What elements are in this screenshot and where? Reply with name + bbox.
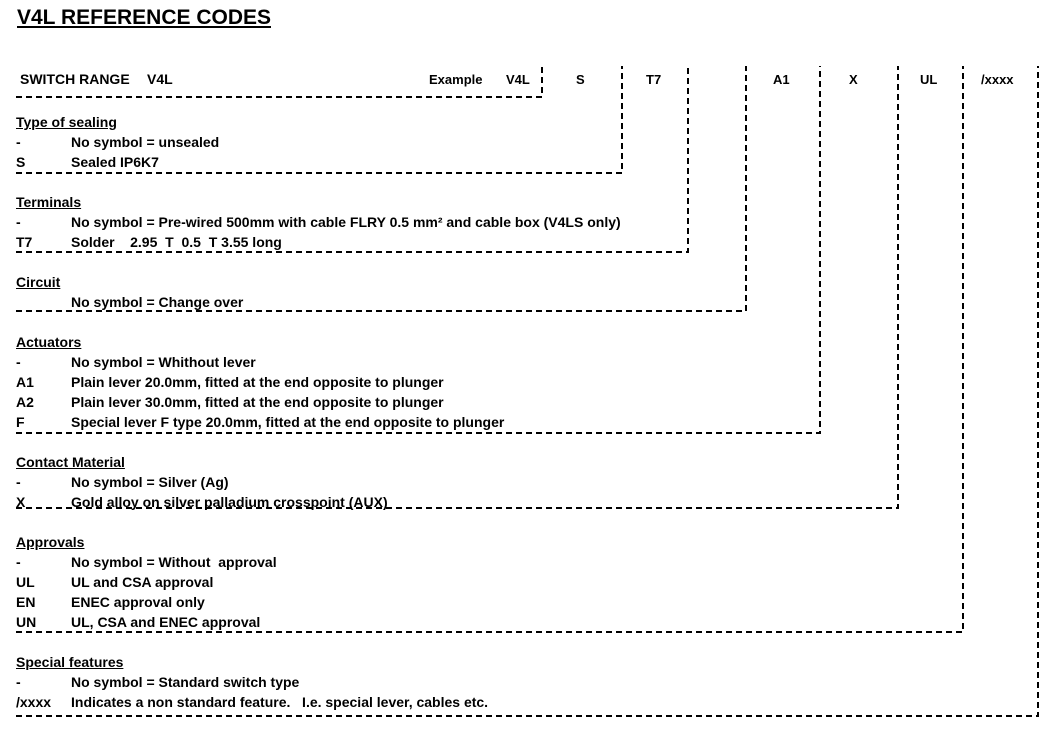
- code-terminals-none: -: [16, 214, 21, 230]
- example-code-special: /xxxx: [981, 72, 1014, 87]
- code-actuator-a1: A1: [16, 374, 34, 390]
- section-title-special: Special features: [16, 654, 124, 670]
- code-approval-en: EN: [16, 594, 36, 610]
- desc-special-xxxx: Indicates a non standard feature. I.e. special lever, cables etc.: [71, 694, 489, 710]
- desc-actuator-none: No symbol = Whithout lever: [71, 354, 256, 370]
- code-special-xxxx: /xxxx: [16, 694, 52, 710]
- connector-special: [16, 66, 1038, 716]
- code-terminals-t7: T7: [16, 234, 33, 250]
- code-approval-un: UN: [16, 614, 37, 630]
- desc-approval-un: UL, CSA and ENEC approval: [71, 614, 261, 630]
- page-title: V4L REFERENCE CODES: [17, 6, 271, 29]
- example-code-terminals: T7: [646, 72, 662, 87]
- code-contact-none: -: [16, 474, 21, 490]
- desc-approval-none: No symbol = Without approval: [71, 554, 277, 570]
- desc-circuit-none: No symbol = Change over: [71, 294, 244, 310]
- example-code-contact: X: [849, 72, 858, 87]
- example-code-actuator: A1: [773, 72, 790, 87]
- code-sealing-s: S: [16, 154, 26, 170]
- example-code-approval: UL: [920, 72, 938, 87]
- connector-range: [16, 66, 542, 97]
- section-title-terminals: Terminals: [16, 194, 82, 210]
- connector-contact: [16, 66, 898, 508]
- desc-approval-ul: UL and CSA approval: [71, 574, 214, 590]
- example-code-range: V4L: [506, 72, 530, 87]
- desc-special-none: No symbol = Standard switch type: [71, 674, 300, 690]
- connector-approvals: [16, 66, 963, 632]
- code-sealing-none: -: [16, 134, 21, 150]
- section-title-circuit: Circuit: [16, 274, 61, 290]
- desc-contact-x: Gold alloy on silver palladium crosspoint (AUX): [71, 494, 388, 510]
- section-title-contact: Contact Material: [16, 454, 125, 470]
- desc-terminals-none: No symbol = Pre-wired 500mm with cable FLRY 0.5 mm² and cable box (V4LS only): [71, 214, 621, 230]
- desc-sealing-s: Sealed IP6K7: [71, 154, 159, 170]
- example-code-sealing: S: [576, 72, 585, 87]
- code-actuator-f: F: [16, 414, 25, 430]
- example-label: Example: [429, 72, 483, 87]
- code-approval-ul: UL: [16, 574, 35, 590]
- desc-actuator-f: Special lever F type 20.0mm, fitted at the end opposite to plunger: [71, 414, 505, 430]
- switch-range-value: V4L: [147, 71, 173, 87]
- connector-terminals: [16, 66, 688, 252]
- connector-circuit: [16, 66, 746, 311]
- desc-actuator-a1: Plain lever 20.0mm, fitted at the end opposite to plunger: [71, 374, 444, 390]
- desc-terminals-t7: Solder 2.95 T 0.5 T 3.55 long: [71, 234, 282, 250]
- connector-sealing: [16, 66, 622, 173]
- code-approval-none: -: [16, 554, 21, 570]
- desc-contact-none: No symbol = Silver (Ag): [71, 474, 229, 490]
- code-actuator-a2: A2: [16, 394, 34, 410]
- desc-approval-en: ENEC approval only: [71, 594, 205, 610]
- section-title-actuators: Actuators: [16, 334, 82, 350]
- desc-sealing-none: No symbol = unsealed: [71, 134, 220, 150]
- code-contact-x: X: [16, 494, 26, 510]
- section-title-approvals: Approvals: [16, 534, 85, 550]
- section-title-sealing: Type of sealing: [16, 114, 117, 130]
- desc-actuator-a2: Plain lever 30.0mm, fitted at the end opposite to plunger: [71, 394, 444, 410]
- code-actuator-none: -: [16, 354, 21, 370]
- switch-range-label: SWITCH RANGE: [20, 71, 130, 87]
- connector-actuators: [16, 66, 820, 433]
- code-special-none: -: [16, 674, 21, 690]
